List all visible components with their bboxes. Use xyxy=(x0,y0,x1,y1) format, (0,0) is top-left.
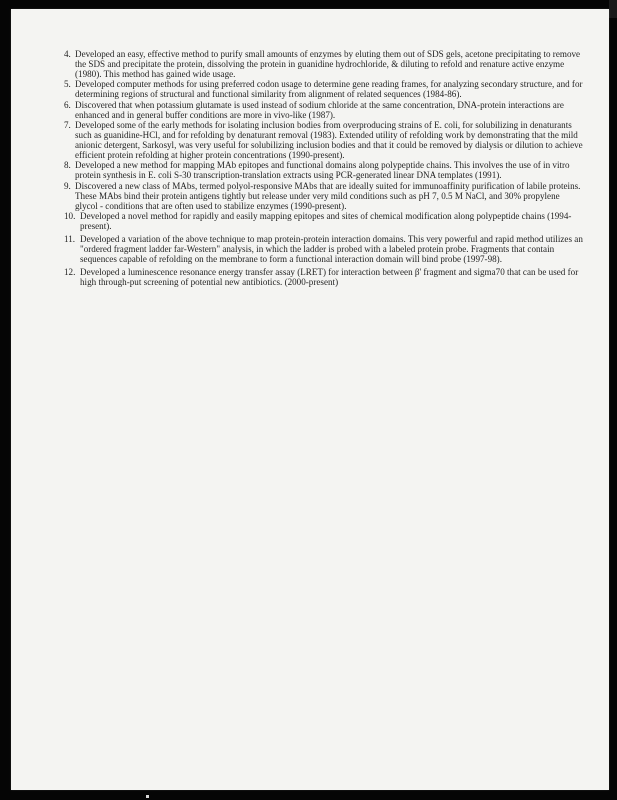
list-item-12 xyxy=(65,268,583,288)
item-text: Developed a novel method for rapidly and easily mapping epitopes and sites of chemical modification along polypeptide chains (1994-present). xyxy=(80,211,572,231)
item-text: Developed computer methods for using preferred codon usage to determine gene reading frames, for analyzing secondary structure, and for determining regions of structural and functional similarity from alignment of related sequences (1984-86). xyxy=(75,79,583,100)
list-item-5 xyxy=(65,80,583,100)
item-text: Discovered a new class of MAbs, termed polyol-responsive MAbs that are ideally suited for immunoaffinity purification of labile proteins. These MAbs bind their protein antigens tightly but release under very mild conditions such as pH 7, 0.5 M NaCl, and 30% propylene glycol - conditions that are often used to stabilize enzymes (1990-present). xyxy=(75,180,581,211)
list-item-11 xyxy=(65,235,583,265)
item-text: Discovered that when potassium glutamate is used instead of sodium chloride at the same concentration, DNA-protein interactions are enhanced and in general buffer conditions are more in vivo-like (1987). xyxy=(75,99,564,120)
item-number: 12. xyxy=(64,266,76,277)
item-text: Developed a new method for mapping MAb epitopes and functional domains along polypeptide chains. This involves the use of in vitro protein synthesis in E. coli S-30 transcription-translation extracts using PCR-generated linear DNA templates (1991). xyxy=(75,160,570,181)
list-item-7 xyxy=(65,121,583,161)
item-number: 8. xyxy=(64,160,71,171)
item-number: 6. xyxy=(64,99,71,110)
item-number: 10. xyxy=(64,211,76,222)
item-number: 9. xyxy=(64,180,71,191)
item-text: Developed an easy, effective method to purify small amounts of enzymes by eluting them out of SDS gels, acetone precipitating to remove the SDS and precipitate the protein, dissolving the protein in guanidine hydrochloride, & diluting to refold and renature active enzyme (1980). This method has gained wide usage. xyxy=(75,49,581,79)
item-text: Developed some of the early methods for isolating inclusion bodies from overproducing strains of E. coli, for solubilizing in denaturants such as guanidine-HCl, and for refolding by denaturant removal (1983). Extended utility of refolding work by demonstrating that the mild anionic detergent, Sarkosyl, was very useful for solubilizing inclusion bodies and that it could be removed by dialysis or dilution to achieve efficient protein refolding at higher protein concentrations (1990-present). xyxy=(75,120,583,160)
list-item-9 xyxy=(65,182,583,212)
accomplishments-list xyxy=(65,50,583,287)
item-text: Developed a luminescence resonance energy transfer assay (LRET) for interaction between β' fragment and sigma70 that can be used for high through-put screening of potential new antibiotics. (2000-present) xyxy=(80,266,579,287)
list-item-10 xyxy=(65,212,583,232)
document-body xyxy=(65,50,583,288)
scan-edge-mark xyxy=(146,795,149,798)
document-page xyxy=(11,9,609,790)
item-number: 5. xyxy=(64,79,71,90)
list-item-6 xyxy=(65,101,583,121)
item-number: 7. xyxy=(64,120,71,131)
scan-corner-mark xyxy=(609,0,617,18)
item-number: 11. xyxy=(64,233,76,244)
list-item-8 xyxy=(65,161,583,181)
list-item-4 xyxy=(65,50,583,80)
item-text: Developed a variation of the above technique to map protein-protein interaction domains. This very powerful and rapid method utilizes an "ordered fragment ladder far-Western" analysis, in which the ladder is probed with a labeled protein probe. Fragments that contain sequences capable of refolding on the membrane to form a functional interaction domain will bind probe (1997-98). xyxy=(80,233,583,264)
item-number: 4. xyxy=(64,49,71,59)
